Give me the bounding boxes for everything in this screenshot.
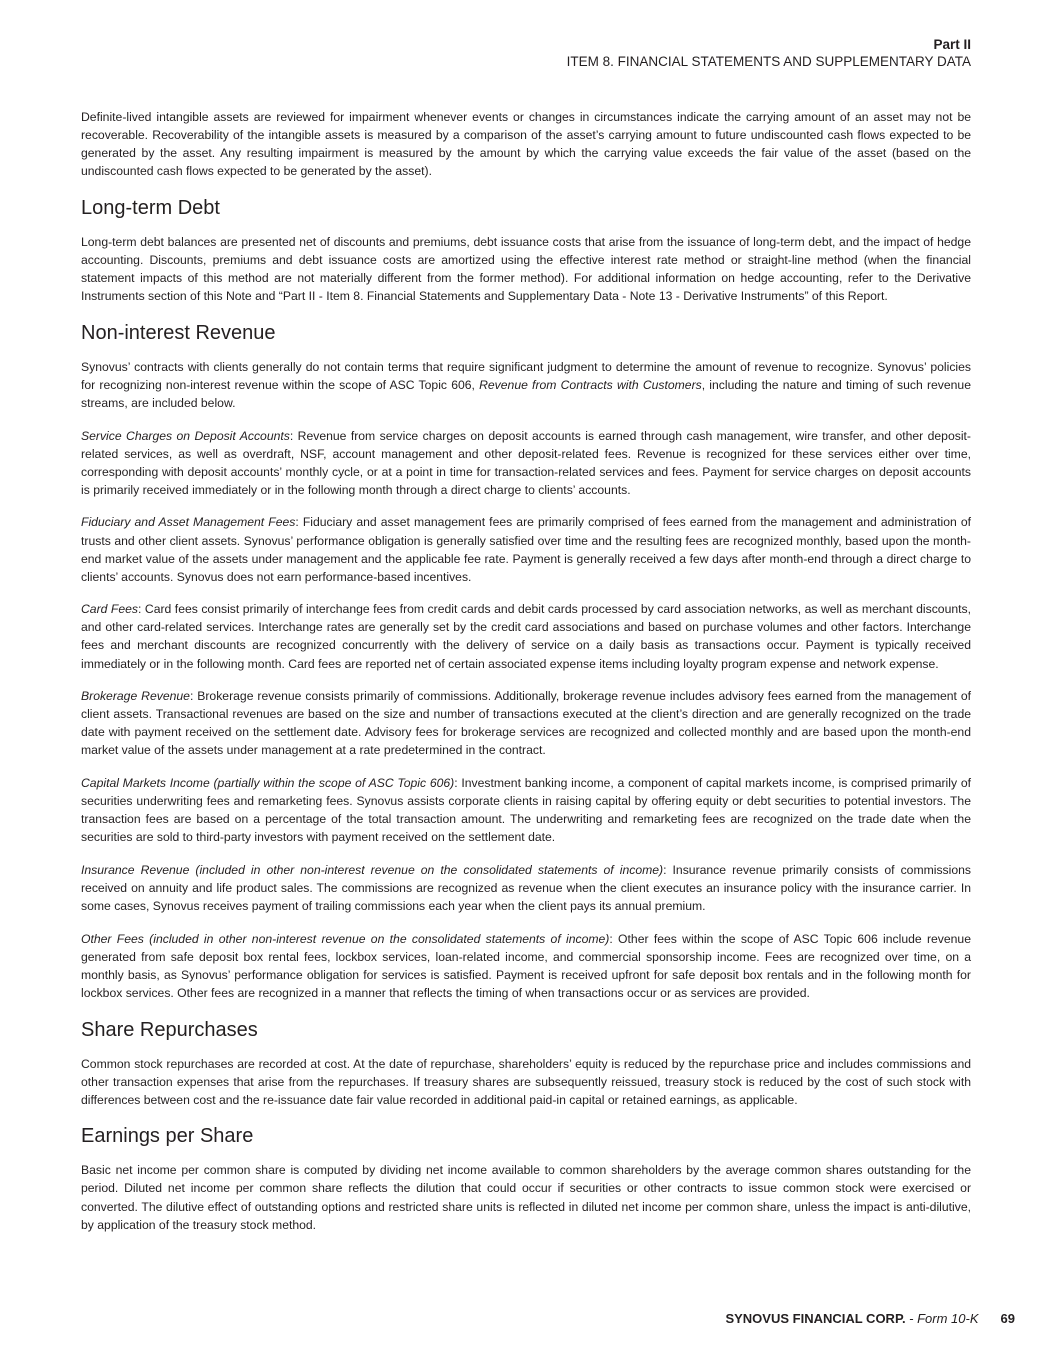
intangible-assets-paragraph: Definite-lived intangible assets are reviewed for impairment whenever events or changes in circumstances indicate the carrying amount of an asset may not be recoverable. Recoverability of the intangible assets is measured by a comparison of the asset’s carrying amount to future undiscounted cash flows expected to be generated by the asset. Any resulting impairment is measured by the amount by which the carrying value exceeds the fair value of the asset (based on the undiscounted cash flows expected to be generated by the asset). bbox=[81, 110, 971, 179]
section-heading-non-interest-revenue: Non-interest Revenue bbox=[81, 321, 276, 344]
revenue-item-text: : Other fees within the scope of ASC Topic 606 include revenue generated from safe deposit box rental fees, lockbox services, loan-related income, and commercial sponsorship income. Fees are recognized over time, on a monthly basis, as Synovus’ performance obligation for services is satisfied. Payment is received upfront for safe deposit box rentals and in the following month for lockbox services. Other fees are recognized in a manner that reflects the timing of when transactions occur or as services are provided. bbox=[81, 931, 971, 1000]
revenue-item-text: : Revenue from service charges on deposit accounts is earned through cash management, wire transfer, and other deposit-related services, as well as overdraft, NSF, account management and other deposit-related fees. Revenue is recognized for these services either over time, corresponding with deposit accounts’ monthly cycle, or at a point in time for transaction-related services and fees. Payment for service charges on deposit accounts is primarily received immediately or in the following month through a direct charge to clients’ accounts. bbox=[81, 428, 971, 497]
part-label: Part II bbox=[933, 37, 971, 52]
revenue-item-service-charges bbox=[81, 427, 971, 499]
revenue-item-term: Fiduciary and Asset Management Fees bbox=[81, 515, 296, 530]
revenue-item-text: : Brokerage revenue consists primarily of commissions. Additionally, brokerage revenue includes advisory fees earned from the management of client assets. Transactional revenues are based on the size and number of transactions executed at the client’s direction and are generally recognized on the trade date with payment received on the settlement date. Advisory fees for brokerage services are recognized and collected monthly and are based upon the month-end market value of the assets under management at a rate predetermined in the contract. bbox=[81, 689, 971, 758]
form-type: - Form 10-K bbox=[905, 1311, 979, 1326]
revenue-item-text: : Insurance revenue primarily consists of commissions received on annuity and life product sales. The commissions are recognized as revenue when the client executes an insurance policy with the insurance carrier. In some cases, Synovus receives payment of trailing commissions each year when the client pays its annual premium. bbox=[81, 862, 972, 914]
page-number: 69 bbox=[1000, 1311, 1015, 1326]
revenue-item-brokerage bbox=[81, 687, 971, 759]
revenue-item-text: : Card fees consist primarily of interchange fees from credit cards and debit cards processed by card association networks, as well as merchant discounts, and other card-related services. Interchange rates are generally set by the credit card associations and based on purchase volumes and other factors. Interchange fees and merchant discounts are recognized concurrently with the delivery of service on a daily basis as transactions occur. Payment is typically received immediately or in the following month. Card fees are reported net of certain associated expense items including loyalty program expense and network expense. bbox=[81, 602, 971, 671]
revenue-item-card-fees bbox=[81, 600, 971, 672]
revenue-item-term: Brokerage Revenue bbox=[81, 689, 190, 704]
revenue-item-term: Service Charges on Deposit Accounts bbox=[81, 428, 290, 443]
revenue-item-term: Other Fees (included in other non-interest revenue on the consolidated statements of income) bbox=[81, 931, 610, 946]
revenue-item-term: Capital Markets Income (partially within the scope of ASC Topic 606) bbox=[81, 776, 455, 791]
revenue-item-text: : Fiduciary and asset management fees are primarily comprised of fees earned from the management and administration of trusts and other client assets. Synovus’ performance obligation is generally satisfied over time and the resulting fees are recognized monthly, based upon the month-end market value of the assets under management and the applicable fee rate. Payment is generally received a few days after month-end through a direct charge to clients’ accounts. Synovus does not earn performance-based incentives. bbox=[81, 515, 971, 584]
company-name: SYNOVUS FINANCIAL CORP. bbox=[725, 1311, 906, 1326]
revenue-item-other-fees bbox=[81, 930, 971, 1002]
earnings-per-share-paragraph: Basic net income per common share is computed by dividing net income available to common shareholders by the average common shares outstanding for the period. Diluted net income per common share reflects the dilution that could occur if securities or other contracts to issue common stock were exercised or converted. The dilutive effect of outstanding options and restricted share units is reflected in diluted net income per common share, unless the impact is anti-dilutive, by application of the treasury stock method. bbox=[81, 1163, 971, 1232]
intro-italic-title: Revenue from Contracts with Customers bbox=[479, 377, 702, 392]
intro-text-before: Synovus’ contracts with clients generally do not contain terms that require significant judgment to determine the amount of revenue to recognize. Synovus’ policies for recognizing non-interest revenue within the scope of ASC Topic 606, bbox=[81, 359, 971, 392]
revenue-item-capital-markets bbox=[81, 774, 971, 846]
revenue-item-insurance bbox=[81, 861, 971, 915]
section-heading-earnings-per-share: Earnings per Share bbox=[81, 1125, 254, 1148]
revenue-item-term: Card Fees bbox=[81, 602, 139, 617]
share-repurchases-paragraph: Common stock repurchases are recorded at cost. At the date of repurchase, shareholders’ equity is reduced by the repurchase price and includes commissions and other transaction expenses that arise from the repurchases. If treasury shares are subsequently reissued, treasury stock is reduced by the cost of such stock with differences between cost and the re-issuance date fair value recorded in additional paid-in capital or retained earnings, as applicable. bbox=[81, 1056, 971, 1107]
revenue-item-text: : Investment banking income, a component of capital markets income, is comprised primarily of securities underwriting fees and remarketing fees. Synovus assists corporate clients in raising capital by offering equity or debt securities to potential investors. The transaction fees are based on a percentage of the total transaction amount. The underwriting and remarketing fees are recognized on the trade date when the securities are sold to third-party investors with payment received on the settlement date. bbox=[81, 776, 971, 845]
item-label: ITEM 8. FINANCIAL STATEMENTS AND SUPPLEMENTARY DATA bbox=[566, 54, 971, 69]
page-header bbox=[567, 36, 971, 71]
intro-text-after: , including the nature and timing of such revenue streams, are included below. bbox=[81, 377, 971, 410]
page-footer bbox=[725, 1310, 1015, 1328]
long-term-debt-paragraph: Long-term debt balances are presented net of discounts and premiums, debt issuance costs that arise from the issuance of long-term debt, and the impact of hedge accounting. Discounts, premiums and debt issuance costs are amortized using the effective interest rate method or straight-line method (when the financial statement impacts of this method are not materially different from the former method). For additional information on hedge accounting, refer to the Derivative Instruments section of this Note and “Part II - Item 8. Financial Statements and Supplementary Data - Note 13 - Derivative Instruments” of this Report. bbox=[81, 234, 971, 304]
non-interest-revenue-intro bbox=[81, 358, 971, 412]
revenue-item-fiduciary bbox=[81, 513, 971, 585]
section-heading-long-term-debt: Long-term Debt bbox=[81, 196, 220, 219]
revenue-item-term: Insurance Revenue (included in other non-interest revenue on the consolidated statements of income) bbox=[81, 862, 664, 877]
document-body bbox=[81, 108, 971, 1248]
section-heading-share-repurchases: Share Repurchases bbox=[81, 1018, 258, 1041]
